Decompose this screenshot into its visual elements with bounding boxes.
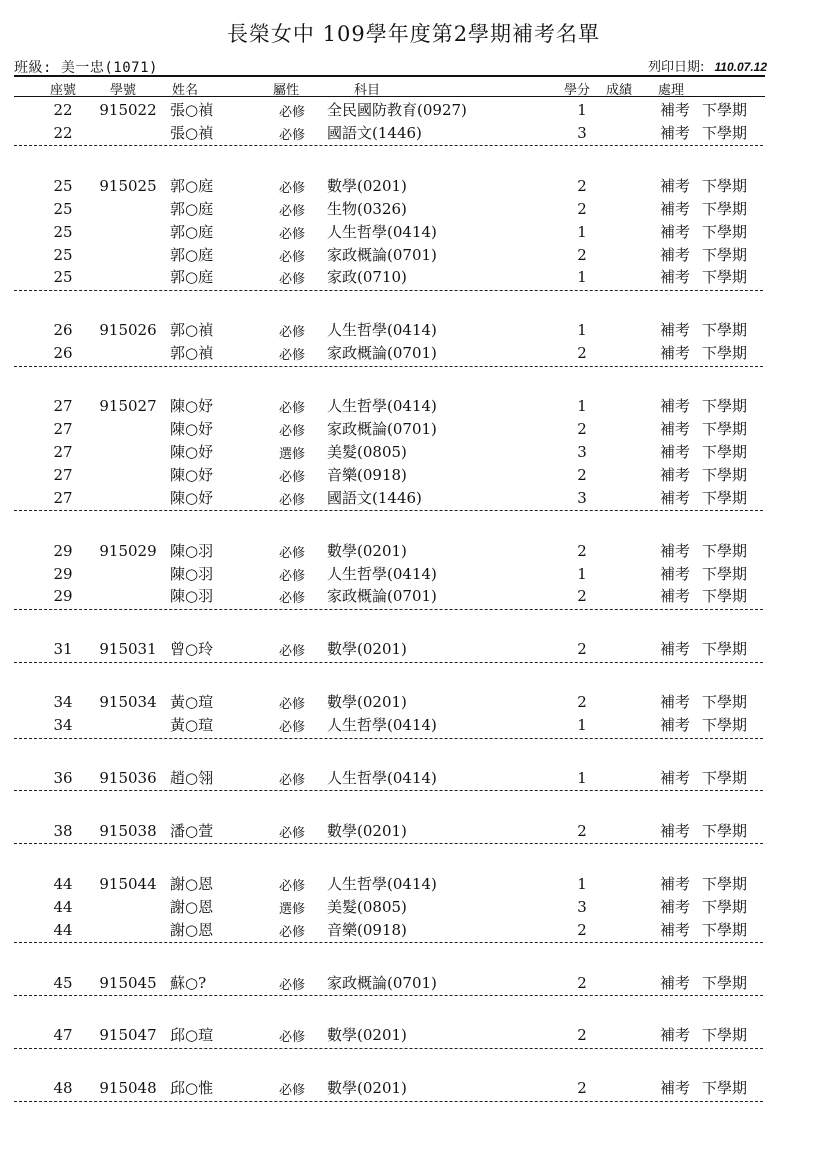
- header-student-id: 學號: [110, 83, 137, 98]
- credits-cell: 2: [577, 1026, 587, 1045]
- table-row: [0, 638, 827, 661]
- action-cell: 補考: [660, 564, 691, 583]
- seat-cell: 25: [53, 222, 73, 241]
- credits-cell: 3: [577, 897, 587, 916]
- term-cell: 下學期: [702, 1079, 748, 1098]
- name-cell: 陳○羽: [170, 541, 214, 560]
- subject-cell: 人生哲學(0414): [327, 321, 437, 340]
- type-cell: 必修: [278, 203, 305, 219]
- action-cell: 補考: [660, 973, 691, 992]
- credits-cell: 1: [577, 716, 587, 735]
- table-row: [0, 244, 827, 267]
- seat-cell: 47: [53, 1026, 73, 1045]
- table-row: [0, 873, 827, 896]
- term-cell: 下學期: [702, 920, 748, 939]
- seat-cell: 38: [53, 821, 73, 840]
- table-row: [0, 175, 827, 198]
- student-id-cell: 915031: [99, 640, 157, 659]
- seat-cell: 27: [53, 465, 73, 484]
- name-cell: 張○禎: [170, 101, 214, 119]
- header-name: 姓名: [172, 83, 199, 98]
- credits-cell: 1: [577, 564, 587, 583]
- name-cell: 張○禎: [170, 123, 214, 142]
- term-cell: 下學期: [702, 640, 748, 659]
- credits-cell: 2: [577, 973, 587, 992]
- term-cell: 下學期: [702, 587, 748, 606]
- term-cell: 下學期: [702, 1026, 748, 1045]
- student-id-cell: 915038: [99, 821, 157, 840]
- credits-cell: 2: [577, 640, 587, 659]
- term-cell: 下學期: [702, 564, 748, 583]
- type-cell: 必修: [278, 1083, 305, 1099]
- subject-cell: 音樂(0918): [327, 920, 407, 939]
- action-cell: 補考: [660, 897, 691, 916]
- group-separator: [14, 942, 763, 943]
- action-cell: 補考: [660, 874, 691, 893]
- type-cell: 必修: [278, 272, 305, 288]
- seat-cell: 26: [53, 344, 73, 363]
- seat-cell: 25: [53, 176, 73, 195]
- name-cell: 陳○妤: [170, 488, 214, 507]
- credits-cell: 2: [577, 821, 587, 840]
- action-cell: 補考: [660, 268, 691, 287]
- page-title: 長榮女中 109學年度第2學期補考名單: [226, 22, 601, 46]
- subject-cell: 人生哲學(0414): [327, 716, 437, 735]
- action-cell: 補考: [660, 176, 691, 195]
- type-cell: 必修: [278, 469, 305, 485]
- credits-cell: 1: [577, 874, 587, 893]
- subject-cell: 數學(0201): [327, 1026, 407, 1045]
- term-cell: 下學期: [702, 222, 748, 241]
- seat-cell: 27: [53, 442, 73, 461]
- credits-cell: 3: [577, 488, 587, 507]
- group-separator: [14, 1048, 763, 1049]
- name-cell: 陳○羽: [170, 587, 214, 606]
- term-cell: 下學期: [702, 397, 748, 416]
- name-cell: 郭○庭: [170, 268, 214, 287]
- action-cell: 補考: [660, 920, 691, 939]
- student-id-cell: 915044: [99, 874, 157, 893]
- action-cell: 補考: [660, 442, 691, 461]
- subject-cell: 人生哲學(0414): [327, 397, 437, 416]
- seat-cell: 27: [53, 397, 73, 416]
- name-cell: 陳○羽: [170, 564, 214, 583]
- group-separator: [14, 790, 763, 791]
- type-cell: 必修: [278, 644, 305, 660]
- seat-cell: 31: [53, 640, 73, 659]
- seat-cell: 44: [53, 874, 73, 893]
- subject-cell: 國語文(1446): [327, 123, 422, 142]
- group-separator: [14, 290, 763, 291]
- table-row: [0, 972, 827, 995]
- type-cell: 必修: [278, 180, 305, 196]
- group-separator: [14, 609, 763, 610]
- type-cell: 必修: [278, 568, 305, 584]
- type-cell: 必修: [278, 878, 305, 894]
- subject-cell: 數學(0201): [327, 693, 407, 712]
- subject-cell: 數學(0201): [327, 640, 407, 659]
- subject-cell: 人生哲學(0414): [327, 564, 437, 583]
- type-cell: 必修: [278, 424, 305, 439]
- name-cell: 陳○妤: [170, 420, 214, 438]
- student-id-cell: 915027: [99, 397, 157, 416]
- seat-cell: 45: [53, 973, 73, 992]
- subject-cell: 美髮(0805): [327, 897, 407, 916]
- table-row: [0, 441, 827, 464]
- credits-cell: 2: [577, 199, 587, 218]
- term-cell: 下學期: [702, 176, 748, 195]
- table-row: [0, 563, 827, 586]
- seat-cell: 34: [53, 693, 73, 712]
- credits-cell: 1: [577, 101, 587, 119]
- credits-cell: 2: [577, 465, 587, 484]
- type-cell: 必修: [278, 591, 305, 607]
- term-cell: 下學期: [702, 268, 748, 287]
- subject-cell: 人生哲學(0414): [327, 769, 437, 787]
- table-row: [0, 691, 827, 714]
- type-cell: 選修: [278, 901, 305, 917]
- seat-cell: 22: [53, 101, 73, 119]
- table-row: [0, 896, 827, 919]
- term-cell: 下學期: [702, 123, 748, 142]
- table-row: [0, 919, 827, 942]
- action-cell: 補考: [660, 397, 691, 416]
- seat-cell: 25: [53, 268, 73, 287]
- term-cell: 下學期: [702, 716, 748, 735]
- table-row: [0, 585, 827, 608]
- term-cell: 下學期: [702, 321, 748, 340]
- subject-cell: 全民國防教育(0927): [327, 101, 467, 119]
- name-cell: 陳○妤: [170, 465, 214, 484]
- credits-cell: 1: [577, 268, 587, 287]
- name-cell: 陳○妤: [170, 397, 214, 416]
- seat-cell: 25: [53, 245, 73, 264]
- subject-cell: 人生哲學(0414): [327, 222, 437, 241]
- student-id-cell: 915026: [99, 321, 157, 340]
- type-cell: 必修: [278, 720, 305, 736]
- header-score: 成績: [606, 83, 633, 98]
- credits-cell: 3: [577, 123, 587, 142]
- subject-cell: 家政概論(0701): [327, 973, 437, 992]
- name-cell: 郭○庭: [170, 222, 214, 241]
- name-cell: 謝○恩: [170, 874, 214, 893]
- student-id-cell: 915029: [99, 541, 157, 560]
- table-row: [0, 122, 827, 145]
- header-type: 屬性: [273, 83, 300, 98]
- header-subject: 科目: [354, 83, 381, 98]
- type-cell: 必修: [278, 1030, 305, 1046]
- type-cell: 必修: [278, 977, 305, 993]
- class-label: 班級: 美一忠(1071): [14, 60, 158, 76]
- subject-cell: 生物(0326): [327, 199, 407, 218]
- table-row: [0, 487, 827, 510]
- name-cell: 郭○庭: [170, 176, 214, 195]
- name-cell: 謝○恩: [170, 920, 214, 939]
- action-cell: 補考: [660, 821, 691, 840]
- table-row: [0, 221, 827, 244]
- seat-cell: 36: [53, 769, 73, 787]
- type-cell: 必修: [278, 226, 305, 242]
- subject-cell: 美髮(0805): [327, 442, 407, 461]
- subject-cell: 音樂(0918): [327, 465, 407, 484]
- seat-cell: 44: [53, 897, 73, 916]
- name-cell: 黃○瑄: [170, 716, 214, 735]
- action-cell: 補考: [660, 199, 691, 218]
- name-cell: 郭○庭: [170, 245, 214, 264]
- name-cell: 陳○妤: [170, 442, 214, 461]
- credits-cell: 2: [577, 920, 587, 939]
- action-cell: 補考: [660, 344, 691, 363]
- table-row: [0, 198, 827, 221]
- term-cell: 下學期: [702, 344, 748, 363]
- action-cell: 補考: [660, 465, 691, 484]
- print-date-label: 列印日期:: [647, 60, 705, 75]
- type-cell: 必修: [278, 773, 305, 788]
- subject-cell: 家政概論(0701): [327, 587, 437, 606]
- credits-cell: 2: [577, 344, 587, 363]
- top-rule: [14, 75, 765, 77]
- subject-cell: 數學(0201): [327, 541, 407, 560]
- action-cell: 補考: [660, 716, 691, 735]
- term-cell: 下學期: [702, 199, 748, 218]
- name-cell: 趙○翎: [170, 769, 214, 787]
- term-cell: 下學期: [702, 973, 748, 992]
- term-cell: 下學期: [702, 693, 748, 712]
- action-cell: 補考: [660, 222, 691, 241]
- seat-cell: 25: [53, 199, 73, 218]
- print-date-value: 110.07.12: [714, 60, 767, 74]
- term-cell: 下學期: [702, 245, 748, 264]
- credits-cell: 1: [577, 769, 587, 787]
- term-cell: 下學期: [702, 465, 748, 484]
- action-cell: 補考: [660, 693, 691, 712]
- table-row: [0, 1024, 827, 1047]
- term-cell: 下學期: [702, 769, 748, 787]
- table-row: [0, 418, 827, 441]
- type-cell: 必修: [278, 105, 305, 120]
- table-row: [0, 395, 827, 418]
- student-id-cell: 915048: [99, 1079, 157, 1098]
- table-row: [0, 540, 827, 563]
- credits-cell: 2: [577, 1079, 587, 1098]
- subject-cell: 家政概論(0701): [327, 420, 437, 438]
- action-cell: 補考: [660, 321, 691, 340]
- seat-cell: 48: [53, 1079, 73, 1098]
- group-separator: [14, 738, 763, 739]
- subject-cell: 數學(0201): [327, 1079, 407, 1098]
- action-cell: 補考: [660, 101, 691, 119]
- action-cell: 補考: [660, 541, 691, 560]
- name-cell: 邱○瑄: [170, 1026, 214, 1045]
- group-separator: [14, 843, 763, 844]
- term-cell: 下學期: [702, 897, 748, 916]
- action-cell: 補考: [660, 1026, 691, 1045]
- credits-cell: 1: [577, 321, 587, 340]
- type-cell: 必修: [278, 545, 305, 561]
- header-credits: 學分: [564, 83, 591, 98]
- credits-cell: 2: [577, 541, 587, 560]
- table-row: [0, 1077, 827, 1100]
- name-cell: 郭○禎: [170, 344, 214, 363]
- group-separator: [14, 145, 763, 146]
- type-cell: 必修: [278, 249, 305, 265]
- name-cell: 郭○禎: [170, 321, 214, 340]
- credits-cell: 2: [577, 587, 587, 606]
- seat-cell: 29: [53, 564, 73, 583]
- action-cell: 補考: [660, 640, 691, 659]
- student-id-cell: 915045: [99, 973, 157, 992]
- subject-cell: 數學(0201): [327, 176, 407, 195]
- name-cell: 黃○瑄: [170, 693, 214, 712]
- group-separator: [14, 995, 763, 996]
- table-row: [0, 266, 827, 289]
- credits-cell: 1: [577, 222, 587, 241]
- header-seat: 座號: [50, 83, 77, 98]
- term-cell: 下學期: [702, 420, 748, 438]
- name-cell: 曾○玲: [170, 640, 214, 659]
- type-cell: 選修: [278, 446, 305, 462]
- credits-cell: 2: [577, 693, 587, 712]
- table-row: [0, 714, 827, 737]
- credits-cell: 2: [577, 245, 587, 264]
- type-cell: 必修: [278, 697, 305, 713]
- student-id-cell: 915036: [99, 769, 157, 787]
- seat-cell: 34: [53, 716, 73, 735]
- credits-cell: 2: [577, 176, 587, 195]
- seat-cell: 27: [53, 488, 73, 507]
- group-separator: [14, 1101, 763, 1102]
- credits-cell: 2: [577, 420, 587, 438]
- name-cell: 蘇○?: [170, 973, 207, 992]
- action-cell: 補考: [660, 245, 691, 264]
- seat-cell: 27: [53, 420, 73, 438]
- term-cell: 下學期: [702, 874, 748, 893]
- seat-cell: 22: [53, 123, 73, 142]
- term-cell: 下學期: [702, 821, 748, 840]
- group-separator: [14, 662, 763, 663]
- table-row: [0, 99, 827, 122]
- type-cell: 必修: [278, 825, 305, 841]
- table-row: [0, 342, 827, 365]
- action-cell: 補考: [660, 420, 691, 438]
- seat-cell: 29: [53, 587, 73, 606]
- table-row: [0, 464, 827, 487]
- name-cell: 郭○庭: [170, 199, 214, 218]
- type-cell: 必修: [278, 325, 305, 341]
- term-cell: 下學期: [702, 541, 748, 560]
- credits-cell: 1: [577, 397, 587, 416]
- name-cell: 潘○萱: [170, 821, 214, 840]
- term-cell: 下學期: [702, 442, 748, 461]
- action-cell: 補考: [660, 587, 691, 606]
- student-id-cell: 915034: [99, 693, 157, 712]
- table-row: [0, 820, 827, 843]
- type-cell: 必修: [278, 924, 305, 940]
- name-cell: 謝○恩: [170, 897, 214, 916]
- header-handling: 處理: [658, 83, 685, 98]
- table-row: [0, 767, 827, 790]
- group-separator: [14, 366, 763, 367]
- action-cell: 補考: [660, 769, 691, 787]
- action-cell: 補考: [660, 123, 691, 142]
- type-cell: 必修: [278, 492, 305, 508]
- type-cell: 必修: [278, 401, 305, 417]
- print-date: [648, 56, 767, 75]
- term-cell: 下學期: [702, 101, 748, 119]
- student-id-cell: 915022: [99, 101, 157, 119]
- seat-cell: 29: [53, 541, 73, 560]
- table-row: [0, 319, 827, 342]
- credits-cell: 3: [577, 442, 587, 461]
- subject-cell: 數學(0201): [327, 821, 407, 840]
- header-rule: [14, 96, 765, 97]
- action-cell: 補考: [660, 488, 691, 507]
- subject-cell: 人生哲學(0414): [327, 874, 437, 893]
- student-id-cell: 915047: [99, 1026, 157, 1045]
- subject-cell: 國語文(1446): [327, 488, 422, 507]
- seat-cell: 44: [53, 920, 73, 939]
- seat-cell: 26: [53, 321, 73, 340]
- subject-cell: 家政概論(0701): [327, 245, 437, 264]
- type-cell: 必修: [278, 127, 305, 143]
- term-cell: 下學期: [702, 488, 748, 507]
- type-cell: 必修: [278, 348, 305, 364]
- group-separator: [14, 510, 763, 511]
- action-cell: 補考: [660, 1079, 691, 1098]
- name-cell: 邱○惟: [170, 1079, 214, 1098]
- subject-cell: 家政(0710): [327, 268, 407, 287]
- subject-cell: 家政概論(0701): [327, 344, 437, 363]
- student-id-cell: 915025: [99, 176, 157, 195]
